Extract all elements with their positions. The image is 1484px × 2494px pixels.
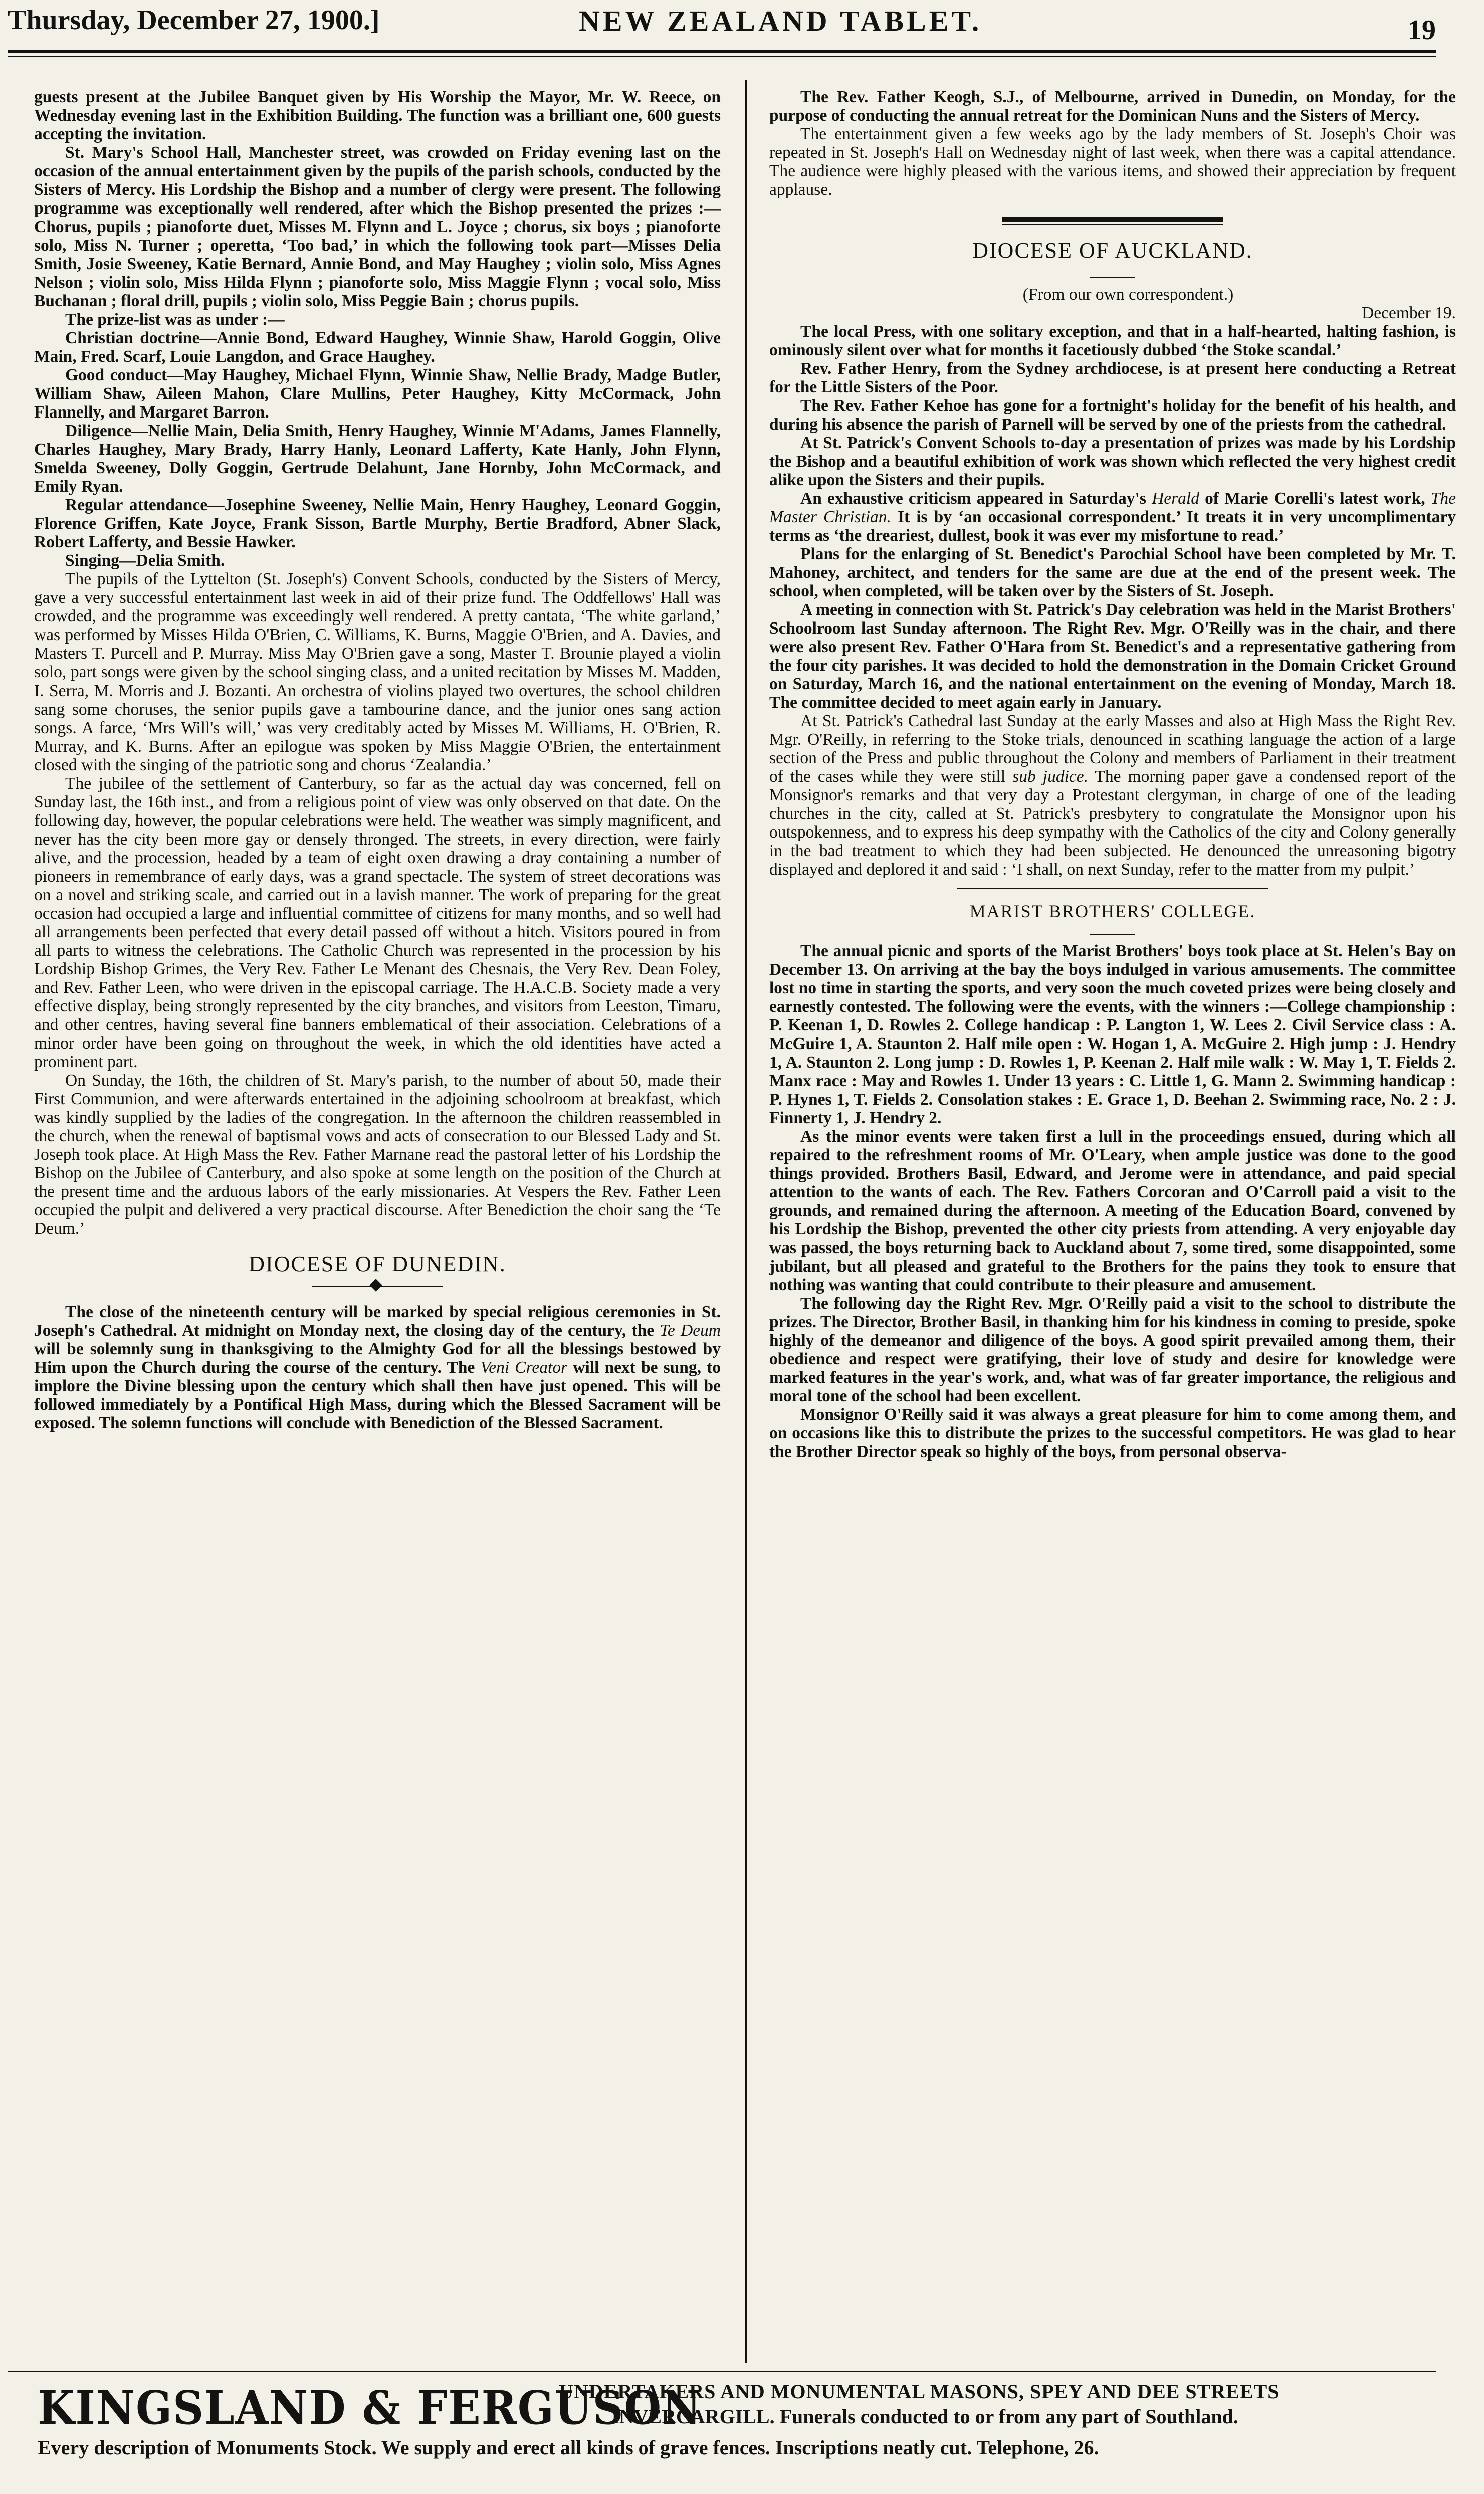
section-heading-auckland: DIOCESE OF AUCKLAND. — [972, 238, 1253, 263]
section-heading-dunedin: DIOCESE OF DUNEDIN. — [249, 1251, 506, 1276]
masthead-rule — [8, 50, 1436, 57]
right-column — [769, 88, 1456, 2353]
paragraph: Diligence—Nellie Main, Delia Smith, Henry Haughey, Winnie M'Adams, James Flannelly, Charles Haughey, Mary Brady, Harry Hanly, Leonard Lafferty, Kate Hanly, John Flynn, Smelda Sweeney, Dolly Goggin, Gertrude Delahunt, Jane Hornby, John McCormack, and Emily Ryan. — [34, 422, 721, 496]
paragraph: The entertainment given a few weeks ago by the lady members of St. Joseph's Choir was repeated in St. Joseph's Hall on Wednesday night of last week, when there was a capital attendance. The audience were highly pleased with the various items, and showed their appreciation by frequent applause. — [769, 125, 1456, 199]
ornament-rule — [312, 1286, 443, 1288]
short-rule — [1090, 277, 1135, 278]
advert-details: Every description of Monuments Stock. We supply and erect all kinds of grave fences. Inscriptions neatly cut. Telephone, 26. — [38, 2436, 1099, 2459]
column-divider — [745, 80, 747, 2363]
correspondent-byline: (From our own correspondent.) — [1022, 285, 1234, 304]
left-column — [34, 88, 721, 2353]
paragraph: As the minor events were taken first a lull in the proceedings ensued, during which all repaired to the refreshment rooms of Mr. O'Leary, when ample justice was done to the good things provided. Brothers Basil, Edward, and Jerome were in attendance, and paid special attention to the wants of each. The Rev. Fathers Corcoran and O'Carroll paid a visit to the grounds, and remained during the afternoon. A meeting of the Education Board, convened by his Lordship the Bishop, prevented the other city priests from attending. A very enjoyable day was passed, the boys returning back to Auckland about 7, some tired, some disappointed, some jubilant, but all pleased and grateful to the Brothers for the pains they took to ensure that nothing was wanting that could contribute to their pleasure and amusement. — [769, 1127, 1456, 1295]
paragraph: A meeting in connection with St. Patrick's Day celebration was held in the Marist Brothers' Schoolroom last Sunday afternoon. The Right Rev. Mgr. O'Reilly was in the chair, and there were also present Rev. Father O'Hara from St. Benedict's and a representative gathering from the four city parishes. It was decided to hold the demonstration in the Domain Cricket Ground on Saturday, March 16, and the national entertainment on the evening of Monday, March 18. The committee decided to meet again early in January. — [769, 600, 1456, 712]
dateline: December 19. — [1362, 303, 1456, 322]
newspaper-title: NEW ZEALAND TABLET. — [579, 5, 982, 37]
section-divider — [957, 888, 1268, 889]
advert-firm-name: KINGSLAND & FERGUSON — [38, 2381, 702, 2435]
short-rule — [1090, 934, 1135, 935]
paragraph: The jubilee of the settlement of Canterbury, so far as the actual day was concerned, fell on Sunday last, the 16th inst., and from a religious point of view was only observed on that date. On the following day, however, the popular celebrations were held. The weather was simply magnificent, and never has the city been more gay or densely thronged. The streets, in every direction, were fairly alive, and the procession, headed by a team of eight oxen drawing a dray containing a number of pioneers in remembrance of early days, was a grand spectacle. The system of street decorations was on a novel and striking scale, and carried out in a lavish manner. The work of preparing for the great occasion had occupied a large and influential committee of citizens for many months, and so well had all arrangements been perfected that every detail passed off without a hitch. Visitors poured in from all parts to witness the celebrations. The Catholic Church was represented in the procession by his Lordship Bishop Grimes, the Very Rev. Father Le Menant des Chesnais, the Very Rev. Dean Foley, and Rev. Father Leen, who were driven in the episcopal carriage. The H.A.C.B. Society made a very effective display, being strongly represented by the city branches, and visitors from Leeston, Timaru, and other centres, having several fine banners emblematical of their association. Celebrations of a minor order have been going on throughout the week, in which the old identities have acted a prominent part. — [34, 774, 721, 1071]
paragraph: The pupils of the Lyttelton (St. Joseph's) Convent Schools, conducted by the Sisters of Mercy, gave a very successful entertainment last week in aid of their prize fund. The Oddfellows' Hall was crowded, and the programme was exceedingly well rendered. A pretty cantata, ‘The white garland,’ was performed by Misses Hilda O'Brien, C. Williams, K. Burns, Maggie O'Brien, and A. Davies, and Masters T. Purcell and P. Murray. Miss May O'Brien gave a song, Master T. Brounie played a violin solo, part songs were given by the school singing class, and a united recitation by Misses M. Madden, I. Serra, M. Morris and J. Bozanti. An orchestra of violins played two overtures, the school children sang some choruses, the senior pupils gave a tambourine dance, and the junior ones sang action songs. A farce, ‘Mrs Will's will,’ was very creditably acted by Misses M. Williams, H. O'Brien, R. Murray, and K. Burns. After an epilogue was spoken by Miss Maggie O'Brien, the entertainment closed with the singing of the patriotic song and chorus ‘Zealandia.’ — [34, 570, 721, 774]
advert-town: INVERCARGILL. Funerals conducted to or from any part of Southland. — [611, 2405, 1238, 2428]
diamond-ornament-icon — [369, 1279, 382, 1291]
page-number: 19 — [1408, 15, 1436, 46]
paragraph: Christian doctrine—Annie Bond, Edward Haughey, Winnie Shaw, Harold Goggin, Olive Main, Fred. Scarf, Louie Langdon, and Grace Haughey. — [34, 329, 721, 366]
paragraph: Singing—Delia Smith. — [65, 551, 225, 570]
paragraph: Regular attendance—Josephine Sweeney, Nellie Main, Henry Haughey, Leonard Goggin, Florence Griffen, Kate Joyce, Frank Sisson, Bartle Murphy, Bertie Bradford, Abner Slack, Robert Lafferty, and Bessie Hawker. — [34, 496, 721, 552]
paragraph: Plans for the enlarging of St. Benedict's Parochial School have been completed by Mr. T. Mahoney, architect, and tenders for the same are due at the end of the present week. The school, when completed, will be taken over by the Sisters of St. Joseph. — [769, 544, 1456, 600]
section-heading-marist: MARIST BROTHERS' COLLEGE. — [969, 901, 1256, 922]
paragraph: Rev. Father Henry, from the Sydney archdiocese, is at present here conducting a Retreat for the Little Sisters of the Poor. — [769, 359, 1456, 396]
paragraph: guests present at the Jubilee Banquet given by His Worship the Mayor, Mr. W. Reece, on Wednesday evening last in the Exhibition Building. The function was a brilliant one, 600 guests accepting the invitation. — [34, 88, 721, 144]
paragraph: An exhaustive criticism appeared in Saturday's Herald of Marie Corelli's latest work, The Master Christian. It is by ‘an occasional correspondent.’ It treats it in very uncomplimentary terms as ‘the dreariest, dullest, book it was ever my misfortune to read.’ — [769, 489, 1456, 545]
paragraph: Good conduct—May Haughey, Michael Flynn, Winnie Shaw, Nellie Brady, Madge Butler, William Shaw, Aileen Mahon, Clare Mullins, Peter Haughey, Kitty McCormack, John Flannelly, and Margaret Barron. — [34, 366, 721, 422]
paragraph: On Sunday, the 16th, the children of St. Mary's parish, to the number of about 50, made their First Communion, and were afterwards entertained in the adjoining schoolroom at breakfast, which was kindly supplied by the ladies of the congregation. In the afternoon the children reassembled in the church, when the renewal of baptismal vows and acts of consecration to our Blessed Lady and St. Joseph took place. At High Mass the Rev. Father Marnane read the pastoral letter of his Lordship the Bishop on the Jubilee of Canterbury, and also spoke at some length on the position of the Church at the present time and the arduous labors of the early missionaries. At Vespers the Rev. Father Leen occupied the pulpit and delivered a very practical discourse. After Benediction the choir sang the ‘Te Deum.’ — [34, 1071, 721, 1238]
section-divider — [1002, 217, 1223, 225]
paragraph: The Rev. Father Kehoe has gone for a fortnight's holiday for the benefit of his health, and during his absence the parish of Parnell will be served by one of the priests from the cathedral. — [769, 396, 1456, 434]
advertisement — [38, 2376, 1436, 2476]
paragraph: The close of the nineteenth century will be marked by special religious ceremonies in St. Joseph's Cathedral. At midnight on Monday next, the closing day of the century, the Te Deum will be solemnly sung in thanksgiving to the Almighty God for all the blessings bestowed by Him upon the Church during the course of the century. The Veni Creator will next be sung, to implore the Divine blessing upon the century which shall then have just opened. This will be followed immediately by a Pontifical High Mass, during which the Blessed Sacrament will be exposed. The solemn functions will conclude with Benediction of the Blessed Sacrament. — [34, 1302, 721, 1432]
paragraph: The local Press, with one solitary exception, and that in a half-hearted, halting fashion, is ominously silent over what for months it facetiously dubbed ‘the Stoke scandal.’ — [769, 322, 1456, 359]
paragraph: The Rev. Father Keogh, S.J., of Melbourne, arrived in Dunedin, on Monday, for the purpose of conducting the annual retreat for the Dominican Nuns and the Sisters of Mercy. — [769, 88, 1456, 125]
paragraph: The prize-list was as under :— — [65, 310, 285, 329]
paragraph: Monsignor O'Reilly said it was always a great pleasure for him to come among them, and on occasions like this to distribute the prizes to the successful competitors. He was glad to hear the Brother Director speak so highly of the boys, from personal observa- — [769, 1405, 1456, 1462]
paragraph: The annual picnic and sports of the Marist Brothers' boys took place at St. Helen's Bay on December 13. On arriving at the bay the boys indulged in various amusements. The committee lost no time in starting the sports, and very soon the much coveted prizes were being closely and earnestly contested. The following were the events, with the winners :—College championship : P. Keenan 1, D. Rowles 2. College handicap : P. Langton 1, W. Lees 2. Civil Service class : A. McGuire 1, A. Staunton 2. Half mile open : W. Hogan 1, A. McGuire 2. High jump : J. Hendry 1, A. Staunton 2. Long jump : D. Rowles 1, P. Keenan 2. Half mile walk : W. May 1, T. Fields 2. Manx race : May and Rowles 1. Under 13 years : C. Little 1, G. Mann 2. Swimming handicap : P. Hynes 1, T. Fields 2. Consolation stakes : E. Grace 1, D. Beehan 2. Swimming race, No. 2 : J. Finnerty 1, J. Hendry 2. — [769, 941, 1456, 1128]
paragraph: At St. Patrick's Cathedral last Sunday at the early Masses and also at High Mass the Right Rev. Mgr. O'Reilly, in referring to the Stoke trials, denounced in scathing language the action of a large section of the Press and public throughout the Colony and members of Parliament in their treatment of the cases while they were still sub judice. The morning paper gave a condensed report of the Monsignor's remarks and that very day a Protestant clergyman, in charge of one of the leading churches in the city, called at St. Patrick's presbytery to congratulate the Monsignor upon his outspokenness, and to express his deep sympathy with the Catholics of the city and Colony generally in the bad treatment to which they had been subjected. He denounced the unreasoning bigotry displayed and deplored it and said : ‘I shall, on next Sunday, refer to the matter from my pulpit.’ — [769, 712, 1456, 879]
advert-rule — [8, 2371, 1436, 2372]
issue-date: Thursday, December 27, 1900.] — [8, 5, 380, 36]
paragraph: The following day the Right Rev. Mgr. O'Reilly paid a visit to the school to distribute the prizes. The Director, Brother Basil, in thanking him for his kindness in coming to preside, spoke highly of the demeanor and diligence of the boys. A good spirit prevailed among them, their obedience and respect were gratifying, their love of study and desire for knowledge were marked features in the year's work, and, what was of far greater importance, the religious and moral tone of the school had been excellent. — [769, 1294, 1456, 1406]
advert-trades: UNDERTAKERS AND MONUMENTAL MASONS, SPEY AND DEE STREETS — [559, 2380, 1280, 2403]
paragraph: At St. Patrick's Convent Schools to-day a presentation of prizes was made by his Lordship the Bishop and a beautiful exhibition of work was shown which reflected the very highest credit alike upon the Sisters and their pupils. — [769, 433, 1456, 489]
paragraph: St. Mary's School Hall, Manchester street, was crowded on Friday evening last on the occasion of the annual entertainment given by the pupils of the parish schools, conducted by the Sisters of Mercy. His Lordship the Bishop and a number of clergy were present. The following programme was exceptionally well rendered, after which the Bishop presented the prizes :—Chorus, pupils ; pianoforte duet, Misses M. Flynn and L. Joyce ; chorus, six boys ; pianoforte solo, Miss N. Turner ; operetta, ‘Too bad,’ in which the following took part—Misses Delia Smith, Josie Sweeney, Katie Bernard, Annie Bond, and May Haughey ; violin solo, Miss Agnes Nelson ; violin solo, Miss Hilda Flynn ; pianoforte solo, Miss Maggie Flynn ; vocal solo, Miss Buchanan ; floral drill, pupils ; violin solo, Miss Peggie Bain ; chorus pupils. — [34, 143, 721, 311]
masthead — [8, 0, 1436, 48]
